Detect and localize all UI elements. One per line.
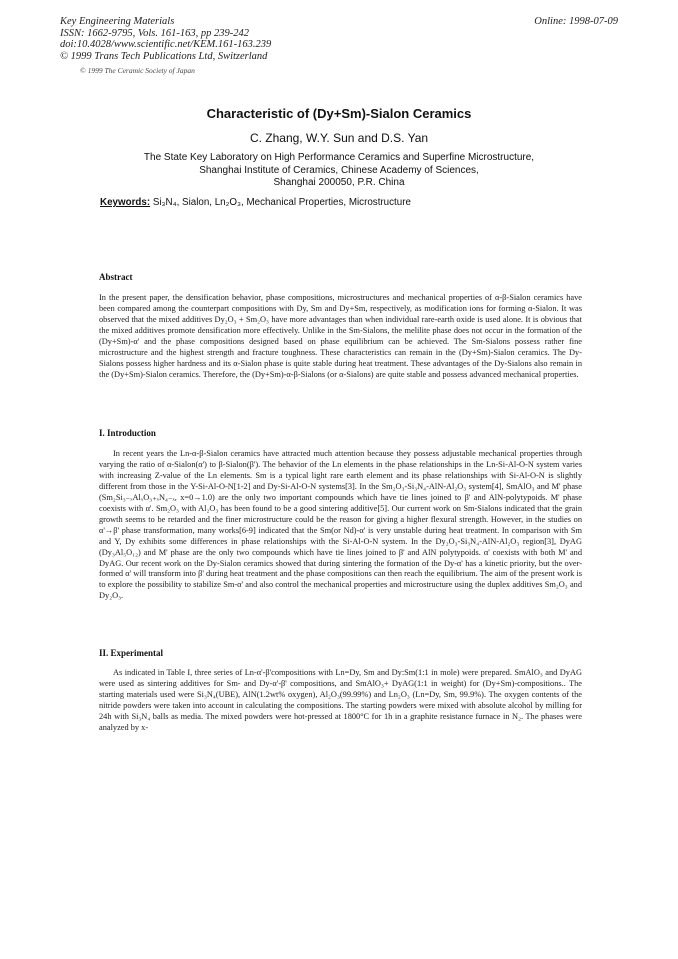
journal-header [60, 16, 271, 62]
keywords-label: Keywords: [100, 197, 151, 208]
affiliation-line: Shanghai 200050, P.R. China [273, 177, 405, 188]
online-date: Online: 1998-07-09 [534, 16, 618, 27]
abstract-text: In the present paper, the densification behavior, phase compositions, microstructures and mechanical properties of α-β-Sialon ceramics have been compared among the counterpart compositions with Dy, Sm and Dy+Sm, respectively, as modification ions for forming α-Sialon. It was observed that the mixed additives Dy₂O₃ + Sm₂O₃ have more advantages than when individual rare-earth oxide is used alone. It is obvious that the mixed additives promote densification more effectively. Unlike in the Sm-Sialons, the melilite phase does not occur in the formation of the (Dy+Sm)-α' and the phase compositions designed based on phase equilibrium can be achieved. The Sm-Sialons possess rather fine microstructure and the highest strength and fracture toughness. These characteristics can remain in the (Dy+Sm)-Sialon ceramics. The Dy-Sialons possess higher hardness and its α-Sialon phase is quite stable during heat treatment. These advantages of the Dy-Sialons also remain in the (Dy+Sm)-Sialon ceramics. Therefore, the (Dy+Sm)-α-β-Sialons (or α-Sialons) are quite stable and possess advanced mechanical properties. [99, 293, 582, 379]
issn-line: ISSN: 1662-9795, Vols. 161-163, pp 239-242 [60, 27, 249, 39]
introduction-text: In recent years the Ln-α-β-Sialon ceramics have attracted much attention because they possess adjustable mechanical properties through varying the ratio of α-Sialon(α') to β-Sialon(β'). The behavior of the Ln elements in the phase relationships in the Ln-Si-Al-O-N system varies with increasing Z-value of the Ln elements. Sm is a typical light rare earth element and its phase relationships with Si-Al-O-N is slightly different from those in the Y-Si-Al-O-N[1-2] and Dy-Si-Al-O-N systems[3]. In the Sm₂O₃-Si₃N₄-AlN-Al₂O₃ system[4], SmAlO₃ and M' phase (Sm₂Si₃₋ₓAlₓO₃₊ₓN₄₋ₓ, x=0→1.0) are the only two important compounds which have tie lines joined to β' and AlN-polytypoids. M' phase coexists with α'. Sm₂O₃ with Al₂O₃ has been found to be a good sintering additive[5]. Our current work on Sm-Sialons indicated that the grain growth seems to be retarded and the finer microstructure could be the reason for giving a higher flexural strength. However, in the studies on α'→β' phase transformation, many works[6-9] indicated that the Sm(or Nd)-α' is very unstable during heat treatment. In comparison with Sm and Y, Dy exhibits some differences in phase relationships with the Si-Al-O-N system. In the Dy₂O₃-Si₃N₄-AlN-Al₂O₃ region[3], DyAG (Dy₃Al₅O₁₂) and M' phase are the only two compounds which have tie lines joined to β' and AlN polytypoids. α' coexists with both M' and DyAG. Our recent work on the Dy-Sialon ceramics showed that during sintering the formation of the Dy-α' has a kinetic priority, but the over-formed α' will transform into β' during heat treatment and the phase compositions can then reach the equilibrium. The aim of the present work is to explore the possibility to stabilize Sm-α' and also control the mechanical properties and microstructure using the duplex additives Sm₂O₃ and Dy₂O₃. [99, 449, 582, 601]
society-copyright: © 1999 The Ceramic Society of Japan [80, 66, 195, 75]
experimental-text: As indicated in Table I, three series of Ln-α'-β'compositions with Ln=Dy, Sm and Dy:Sm(1:1 in mole) were prepared. SmAlO₃ and DyAG were used as sintering additives for Sm- and Dy-α'-β' compositions, and SmAlO₃+ DyAG(1:1 in weight) for (Dy+Sm)-compositions.. The starting materials used were Si₃N₄(UBE), AlN(1.2wt% oxygen), Al₂O₃(99.99%) and Ln₂O₃ (Ln=Dy, Sm, 99.9%). The oxygen contents of the nitride powders were taken into account in calculating the compositions. The starting powders were mixed with absolute alcohol by milling for 24h with Si₃N₄ balls as media. The mixed powders were hot-pressed at 1800°C for 1h in a graphite resistance furnace in N₂. The phases were analyzed by x- [99, 668, 582, 732]
introduction-heading: I. Introduction [99, 428, 156, 438]
affiliation-line: The State Key Laboratory on High Performance Ceramics and Superfine Microstructure, [143, 152, 535, 163]
keywords [100, 197, 411, 208]
abstract-heading: Abstract [99, 272, 133, 282]
experimental-heading: II. Experimental [99, 648, 163, 658]
affiliation-line: Shanghai Institute of Ceramics, Chinese Academy of Sciences, [199, 164, 479, 176]
journal-name: Key Engineering Materials [60, 16, 175, 27]
affiliation [90, 152, 588, 190]
paper-title: Characteristic of (Dy+Sm)-Sialon Ceramics [206, 106, 472, 121]
paper-authors: C. Zhang, W.Y. Sun and D.S. Yan [249, 131, 429, 145]
copyright-line: © 1999 Trans Tech Publications Ltd, Switzerland [60, 50, 268, 62]
keywords-text: Si₃N₄, Sialon, Ln₂O₃, Mechanical Properties, Microstructure [152, 197, 411, 208]
doi-line[interactable]: doi:10.4028/www.scientific.net/KEM.161-163.239 [60, 39, 272, 50]
